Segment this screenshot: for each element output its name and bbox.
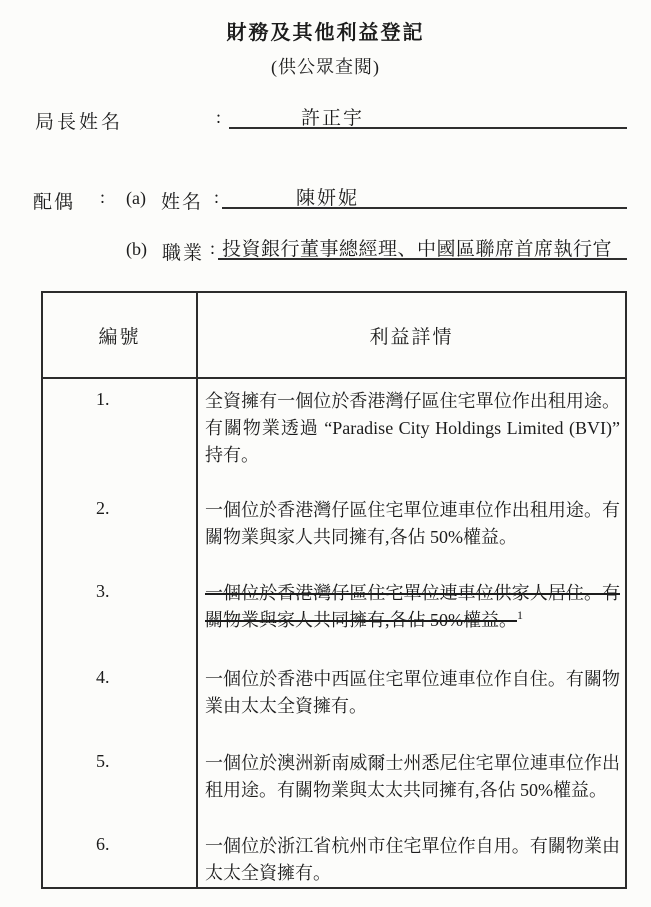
row-number: 5. — [96, 750, 110, 771]
table-body — [43, 381, 625, 887]
header-details-cell: 利益詳情 — [369, 326, 454, 348]
header-number-cell: 編號 — [98, 326, 141, 348]
spouse-name-colon: : — [214, 187, 220, 207]
director-name-colon: : — [216, 107, 222, 127]
table-row — [43, 743, 625, 826]
table-row — [43, 573, 625, 658]
row-detail-text: 一個位於香港中西區住宅單位連車位作自住。有關物業由太太全資擁有。 — [205, 668, 620, 716]
spouse-occupation-index: (b) — [126, 239, 147, 259]
row-number: 1. — [96, 389, 110, 409]
director-name-label: 局長姓名 — [35, 112, 124, 133]
row-number: 3. — [96, 581, 110, 602]
table-row — [43, 826, 625, 887]
spouse-colon: : — [100, 187, 106, 207]
spouse-occupation-colon: : — [210, 238, 216, 258]
table-row — [43, 490, 625, 573]
row-detail-text: 一個位於浙江省杭州市住宅單位作自用。有關物業由太太全資擁有。 — [205, 836, 620, 883]
table-row — [43, 381, 625, 490]
table-header-row — [43, 293, 625, 379]
row-number: 6. — [96, 834, 110, 854]
row-detail-text: 一個位於澳洲新南威爾士州悉尼住宅單位連車位作出租用途。有關物業與太太共同擁有,各佔 50%權益。 — [205, 752, 620, 800]
spouse-name-value: 陳妍妮 — [222, 183, 627, 209]
page-subtitle: (供公眾查閱) — [271, 57, 380, 77]
spouse-name-index: (a) — [126, 188, 146, 208]
table-row — [43, 659, 625, 743]
spouse-name-label: 姓名 — [161, 192, 204, 213]
row-detail-text: 一個位於香港灣仔區住宅單位連車位作出租用途。有關物業與家人共同擁有,各佔 50%權益。 — [205, 500, 620, 548]
footnote-reference: 1 — [517, 608, 523, 623]
page-title: 財務及其他利益登記 — [226, 22, 425, 44]
spouse-label: 配偶 — [33, 192, 76, 213]
row-detail-text: 全資擁有一個位於香港灣仔區住宅單位作出租用途。有關物業透過 “Paradise City Holdings Limited (BVI)” 持有。 — [205, 391, 620, 465]
row-number: 4. — [96, 666, 110, 687]
struck-detail-text: 一個位於香港灣仔區住宅單位連車位供家人居住。有關物業與家人共同擁有,各佔 50%權益。 — [205, 583, 620, 631]
spouse-occupation-label: 職業 — [162, 243, 205, 264]
row-number: 2. — [96, 498, 110, 519]
row-detail-text — [196, 573, 625, 658]
interests-table — [41, 291, 627, 889]
director-name-value: 許正宇 — [229, 103, 627, 129]
spouse-occupation-value: 投資銀行董事總經理、中國區聯席首席執行官 — [218, 234, 627, 260]
